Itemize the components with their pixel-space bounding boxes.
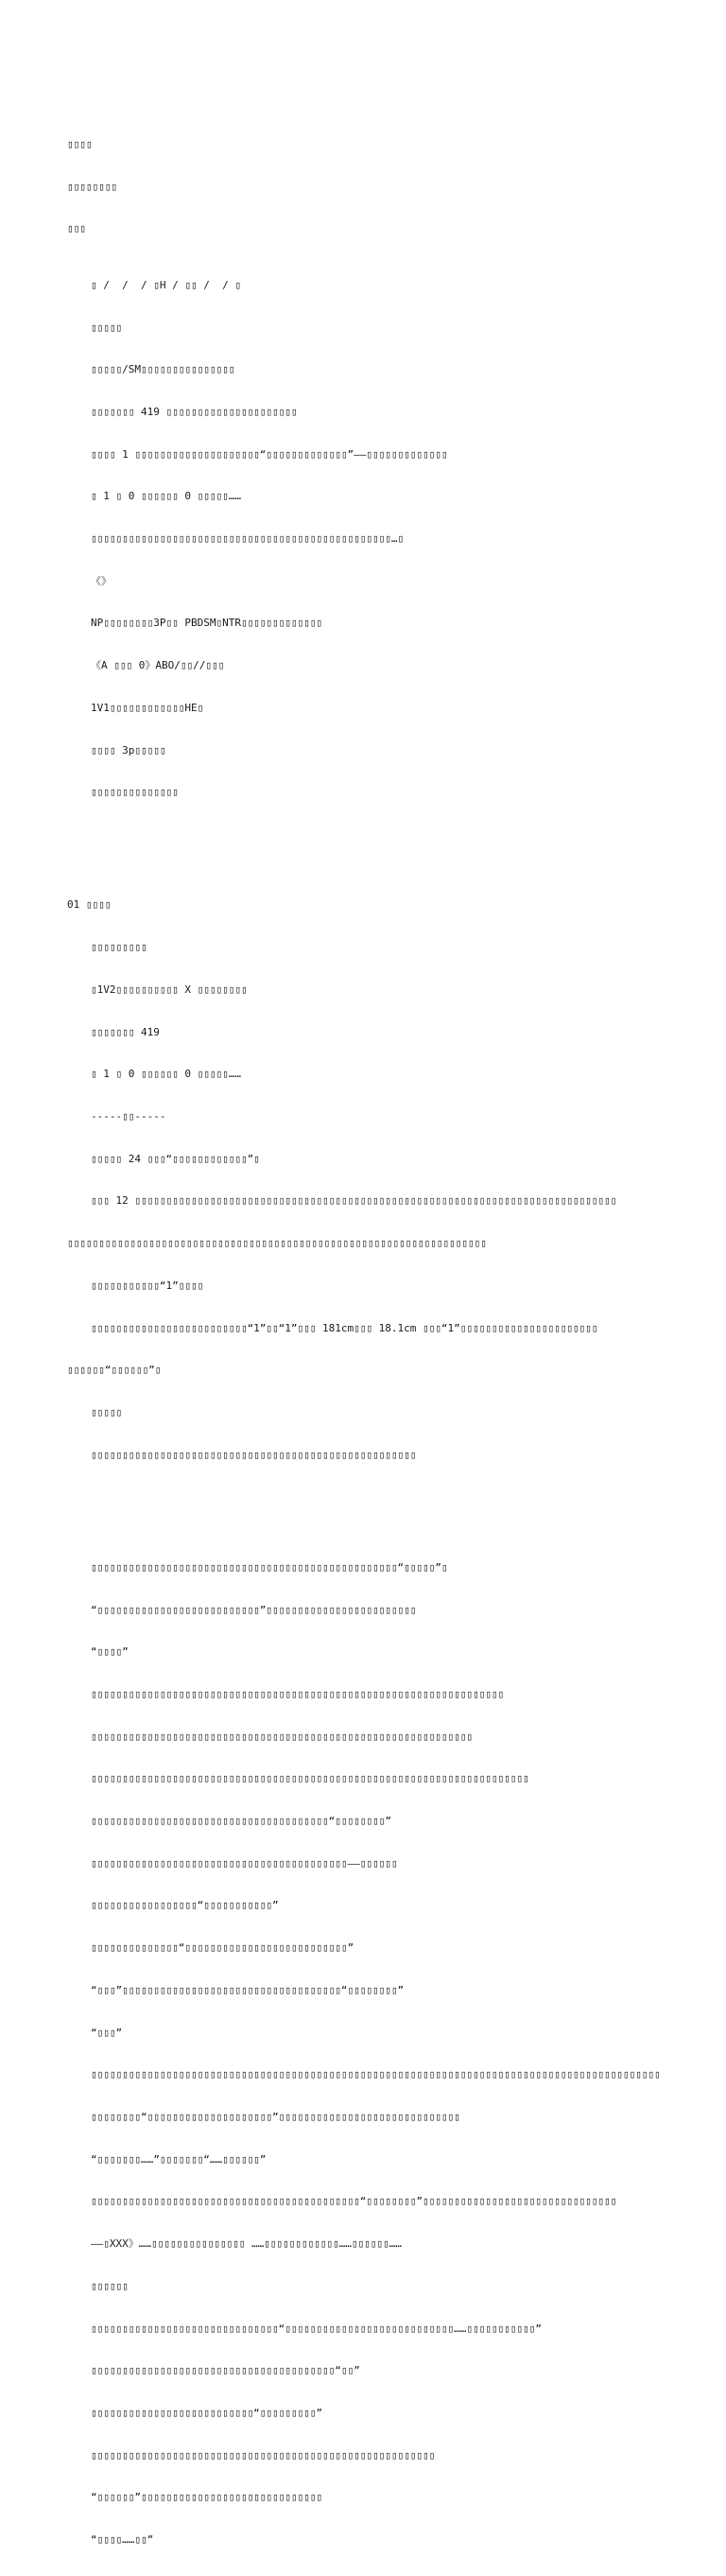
paragraph-gap [67,843,663,857]
chapter-line-wrap: ▯▯▯▯▯▯▯▯▯▯▯▯▯▯▯▯▯▯▯▯▯▯▯▯▯▯▯▯▯▯▯▯▯▯▯▯▯▯▯▯▯▯▯▯▯▯▯▯▯▯▯▯▯▯▯▯▯▯▯▯▯▯▯▯▯▯▯ [67,1237,487,1250]
body-line: “▯▯▯▯▯▯▯……”▯▯▯▯▯▯▯“……▯▯▯▯▯▯” [91,2152,267,2166]
intro-line: ▯▯▯▯▯ [91,321,123,334]
body-line: ▯▯▯▯▯▯▯▯▯▯▯▯▯▯▯▯▯▯▯▯▯▯▯▯▯▯▯▯▯▯▯▯▯▯▯▯▯▯▯▯▯▯▯▯▯▯▯▯▯“▯▯▯▯▯”▯ [91,1560,448,1574]
body-line: “▯▯▯”▯▯▯▯▯▯▯▯▯▯▯▯▯▯▯▯▯▯▯▯▯▯▯▯▯▯▯▯▯▯▯▯▯▯▯“▯▯▯▯▯▯▯▯” [91,1983,405,1996]
intro-line: ▯ 1 ▯ 0 ▯▯▯▯▯▯ 0 ▯▯▯▯▯…… [91,490,241,503]
chapter-line: ▯▯▯▯▯ 24 ▯▯▯“▯▯▯▯▯▯▯▯▯▯▯▯”▯ [91,1152,260,1165]
intro-line: ▯ / / / ▯H / ▯▯ / / ▯ [91,278,241,291]
paragraph-gap [67,1505,663,1519]
body-line: ▯▯▯▯▯▯▯▯▯▯▯▯▯▯▯▯▯▯▯▯▯▯▯▯▯▯▯▯▯▯▯▯▯▯▯▯▯▯▯“▯▯” [91,2364,360,2377]
body-line: “▯▯▯▯” [91,1645,129,1659]
chapter-line-wrap: ▯▯▯▯▯▯“▯▯▯▯▯▯”▯ [67,1364,162,1377]
body-line: “▯▯▯▯……▯▯” [91,2533,154,2547]
chapter-line: ▯▯▯ 12 ▯▯▯▯▯▯▯▯▯▯▯▯▯▯▯▯▯▯▯▯▯▯▯▯▯▯▯▯▯▯▯▯▯▯▯▯▯▯▯▯▯▯▯▯▯▯▯▯▯▯▯▯▯▯▯▯▯▯▯▯▯▯▯▯▯▯▯▯▯▯▯▯▯▯▯▯▯ [91,1194,617,1208]
chapter-line: ▯▯▯▯▯ [91,1405,123,1419]
chapter-line: ▯▯▯▯▯▯▯▯▯▯▯▯▯▯▯▯▯▯▯▯▯▯▯▯▯“1”▯▯“1”▯▯▯ 181cm▯▯▯ 18.1cm ▯▯▯“1”▯▯▯▯▯▯▯▯▯▯▯▯▯▯▯▯▯▯▯▯▯▯ [91,1321,598,1334]
body-line: ▯▯▯▯▯▯▯▯▯▯▯▯▯▯▯▯▯“▯▯▯▯▯▯▯▯▯▯▯” [91,1899,279,1912]
chapter-line: ▯ 1 ▯ 0 ▯▯▯▯▯▯ 0 ▯▯▯▯▯…… [91,1068,241,1081]
document-body [67,110,663,2576]
chapter-heading: 01 ▯▯▯▯ [67,898,112,912]
intro-line: ▯▯▯▯▯▯▯▯▯▯▯▯▯▯ [91,786,179,799]
chapter-line: ▯▯▯▯▯▯▯▯▯ [91,941,147,954]
body-line: ▯▯▯▯▯▯▯▯“▯▯▯▯▯▯▯▯▯▯▯▯▯▯▯▯▯▯▯▯”▯▯▯▯▯▯▯▯▯▯▯▯▯▯▯▯▯▯▯▯▯▯▯▯▯▯▯▯▯ [91,2110,460,2123]
body-line: ▯▯▯▯▯▯▯▯▯▯▯▯▯▯▯▯▯▯▯▯▯▯▯▯▯▯“▯▯▯▯▯▯▯▯▯” [91,2406,323,2419]
intro-line: 1V1▯▯▯▯▯▯▯▯▯▯▯▯HE▯ [91,701,204,714]
body-line: “▯▯▯” [91,2026,123,2039]
body-line: “▯▯▯▯▯▯▯▯▯▯▯▯▯▯▯▯▯▯▯▯▯▯▯▯▯▯”▯▯▯▯▯▯▯▯▯▯▯▯▯▯▯▯▯▯▯▯▯▯▯▯ [91,1603,417,1616]
intro-line: ▯▯▯▯▯▯▯ 419 ▯▯▯▯▯▯▯▯▯▯▯▯▯▯▯▯▯▯▯▯▯ [91,405,298,418]
chapter-line: ▯1V2▯▯▯▯▯▯▯▯▯▯ X ▯▯▯▯▯▯▯▯ [91,983,248,996]
body-line: ▯▯▯▯▯▯▯▯▯▯▯▯▯▯▯▯▯▯▯▯▯▯▯▯▯▯▯▯▯▯▯▯▯▯▯▯▯▯▯▯▯▯▯▯▯▯▯▯▯▯▯▯▯▯▯▯▯▯▯▯▯ [91,1730,473,1743]
body-line: ▯▯▯▯▯▯▯▯▯▯▯▯▯▯▯▯▯▯▯▯▯▯▯▯▯▯▯▯▯▯▯▯▯▯▯▯▯▯▯▯▯▯▯“▯▯▯▯▯▯▯▯”▯▯▯▯▯▯▯▯▯▯▯▯▯▯▯▯▯▯▯▯▯▯▯▯▯▯▯▯▯▯▯ [91,2195,617,2208]
body-line: ▯▯▯▯▯▯▯▯▯▯▯▯▯▯▯▯▯▯▯▯▯▯▯▯▯▯▯▯▯▯▯▯▯▯▯▯▯▯▯▯▯▯▯▯▯▯▯▯▯▯▯▯▯▯▯ [91,2448,436,2462]
body-line: ▯▯▯▯▯▯ [91,2279,129,2292]
intro-line: ▯▯▯▯ 1 ▯▯▯▯▯▯▯▯▯▯▯▯▯▯▯▯▯▯▯▯“▯▯▯▯▯▯▯▯▯▯▯▯▯”——▯▯▯▯▯▯▯▯▯▯▯▯▯ [91,447,448,461]
body-line: ▯▯▯▯▯▯▯▯▯▯▯▯▯▯“▯▯▯▯▯▯▯▯▯▯▯▯▯▯▯▯▯▯▯▯▯▯▯▯▯▯” [91,1941,354,1955]
body-line: ▯▯▯▯▯▯▯▯▯▯▯▯▯▯▯▯▯▯▯▯▯▯▯▯▯▯▯▯▯▯“▯▯▯▯▯▯▯▯▯▯▯▯▯▯▯▯▯▯▯▯▯▯▯▯▯▯▯……▯▯▯▯▯▯▯▯▯▯▯” [91,2322,542,2335]
chapter-line: ▯▯▯▯▯▯▯▯▯▯▯▯▯▯▯▯▯▯▯▯▯▯▯▯▯▯▯▯▯▯▯▯▯▯▯▯▯▯▯▯▯▯▯▯▯▯▯▯▯▯▯▯ [91,1448,417,1461]
author-line: ▯▯▯▯▯▯▯▯ [67,180,117,193]
body-line: ▯▯▯▯▯▯▯▯▯▯▯▯▯▯▯▯▯▯▯▯▯▯▯▯▯▯▯▯▯▯▯▯▯▯▯▯▯▯▯▯▯——▯▯▯▯▯▯ [91,1856,398,1870]
intro-line: 《》 [91,574,112,587]
intro-line: NP▯▯▯▯▯▯▯▯3P▯▯ PBDSM▯NTR▯▯▯▯▯▯▯▯▯▯▯▯▯ [91,617,323,630]
body-line: ▯▯▯▯▯▯▯▯▯▯▯▯▯▯▯▯▯▯▯▯▯▯▯▯▯▯▯▯▯▯▯▯▯▯▯▯▯▯“▯▯▯▯▯▯▯▯” [91,1815,391,1828]
body-line: ——▯XXX》……▯▯▯▯▯▯▯▯▯▯▯▯▯▯▯ ……▯▯▯▯▯▯▯▯▯▯▯▯……▯▯▯▯▯▯…… [91,2237,402,2251]
intro-line: ▯▯▯▯▯▯▯▯▯▯▯▯▯▯▯▯▯▯▯▯▯▯▯▯▯▯▯▯▯▯▯▯▯▯▯▯▯▯▯▯▯▯▯▯▯▯▯▯…▯ [91,532,405,546]
chapter-line: ▯▯▯▯▯▯▯▯▯▯▯“1”▯▯▯▯ [91,1279,204,1292]
title-line: ▯▯▯▯ [67,137,93,150]
body-line: “▯▯▯▯▯▯”▯▯▯▯▯▯▯▯▯▯▯▯▯▯▯▯▯▯▯▯▯▯▯▯▯▯▯▯▯ [91,2491,323,2504]
intro-line: ▯▯▯▯ 3p▯▯▯▯▯ [91,743,166,757]
body-line: ▯▯▯▯▯▯▯▯▯▯▯▯▯▯▯▯▯▯▯▯▯▯▯▯▯▯▯▯▯▯▯▯▯▯▯▯▯▯▯▯▯▯▯▯▯▯▯▯▯▯▯▯▯▯▯▯▯▯▯▯▯▯▯▯▯▯ [91,1687,505,1700]
meta-line: ▯▯▯ [67,222,86,235]
body-line: ▯▯▯▯▯▯▯▯▯▯▯▯▯▯▯▯▯▯▯▯▯▯▯▯▯▯▯▯▯▯▯▯▯▯▯▯▯▯▯▯▯▯▯▯▯▯▯▯▯▯▯▯▯▯▯▯▯▯▯▯▯▯▯▯▯▯▯▯▯▯▯▯▯▯▯▯▯▯▯▯▯▯▯▯▯▯▯▯▯▯▯ [91,2068,661,2081]
intro-line: 《A ▯▯▯ 0》ABO/▯▯//▯▯▯ [91,659,225,672]
chapter-line: ▯▯▯▯▯▯▯ 419 [91,1025,160,1038]
chapter-line: -----▯▯----- [91,1110,166,1123]
body-line: ▯▯▯▯▯▯▯▯▯▯▯▯▯▯▯▯▯▯▯▯▯▯▯▯▯▯▯▯▯▯▯▯▯▯▯▯▯▯▯▯▯▯▯▯▯▯▯▯▯▯▯▯▯▯▯▯▯▯▯▯▯▯▯▯▯▯▯▯▯▯ [91,1772,529,1785]
intro-line: ▯▯▯▯▯/SM▯▯▯▯▯▯▯▯▯▯▯▯▯▯▯ [91,363,235,376]
